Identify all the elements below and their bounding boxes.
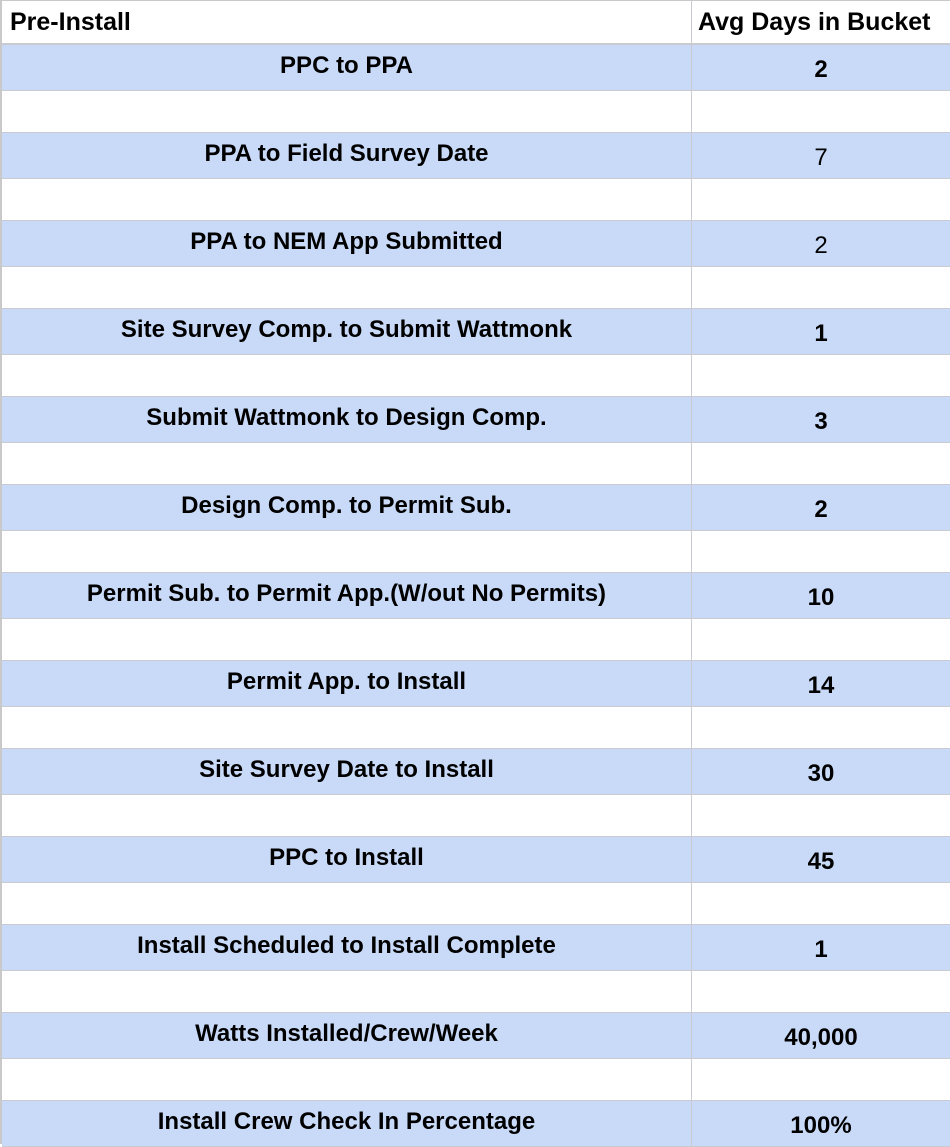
header-cell-avg-days[interactable]: Avg Days in Bucket	[698, 7, 931, 36]
empty-cell[interactable]	[2, 531, 692, 572]
empty-cell[interactable]	[692, 531, 950, 572]
header-row	[2, 1, 950, 45]
empty-cell[interactable]	[692, 443, 950, 484]
metric-value-cell[interactable]: 7	[814, 143, 828, 171]
empty-row	[2, 707, 950, 749]
empty-row	[2, 179, 950, 221]
metric-value-cell[interactable]: 14	[807, 671, 835, 699]
metric-value-cell[interactable]: 40,000	[784, 1023, 858, 1051]
metric-label-cell[interactable]: Permit Sub. to Permit App.(W/out No Permits)	[2, 573, 692, 618]
empty-cell[interactable]	[692, 355, 950, 396]
table-row	[2, 45, 950, 91]
empty-row	[2, 531, 950, 573]
empty-row	[2, 971, 950, 1013]
table-row	[2, 837, 950, 883]
metric-value-cell[interactable]: 1	[814, 935, 828, 963]
empty-cell[interactable]	[692, 267, 950, 308]
metric-label-cell[interactable]: Install Scheduled to Install Complete	[2, 925, 692, 970]
metric-value-cell[interactable]: 3	[814, 407, 828, 435]
metric-label-cell[interactable]: Site Survey Date to Install	[2, 749, 692, 794]
metric-label-cell[interactable]: Site Survey Comp. to Submit Wattmonk	[2, 309, 692, 354]
table-row	[2, 397, 950, 443]
empty-row	[2, 355, 950, 397]
table-row	[2, 749, 950, 795]
metric-label-cell[interactable]: Install Crew Check In Percentage	[2, 1101, 692, 1146]
empty-cell[interactable]	[2, 795, 692, 836]
empty-cell[interactable]	[692, 971, 950, 1012]
empty-row	[2, 267, 950, 309]
metric-label-cell[interactable]: Permit App. to Install	[2, 661, 692, 706]
empty-cell[interactable]	[2, 267, 692, 308]
empty-cell[interactable]	[2, 91, 692, 132]
metric-value-cell[interactable]: 30	[807, 759, 835, 787]
metric-value-cell[interactable]: 10	[807, 583, 835, 611]
metric-label-cell[interactable]: Submit Wattmonk to Design Comp.	[2, 397, 692, 442]
metric-value-cell[interactable]: 1	[814, 319, 828, 347]
metric-value-cell[interactable]: 45	[807, 847, 835, 875]
table-row	[2, 661, 950, 707]
empty-cell[interactable]	[692, 883, 950, 924]
empty-cell[interactable]	[2, 971, 692, 1012]
empty-cell[interactable]	[2, 355, 692, 396]
empty-cell[interactable]	[2, 707, 692, 748]
metric-value-cell[interactable]: 2	[814, 495, 828, 523]
metric-label-cell[interactable]: Design Comp. to Permit Sub.	[2, 485, 692, 530]
empty-cell[interactable]	[692, 795, 950, 836]
table-row	[2, 221, 950, 267]
empty-row	[2, 883, 950, 925]
table-row	[2, 1013, 950, 1059]
empty-cell[interactable]	[692, 91, 950, 132]
table-row	[2, 309, 950, 355]
metric-value-cell[interactable]: 100%	[790, 1111, 852, 1139]
empty-row	[2, 619, 950, 661]
empty-cell[interactable]	[692, 1059, 950, 1100]
empty-cell[interactable]	[692, 179, 950, 220]
empty-cell[interactable]	[2, 443, 692, 484]
empty-cell[interactable]	[692, 619, 950, 660]
header-cell-pre-install[interactable]: Pre-Install	[2, 1, 692, 43]
empty-cell[interactable]	[2, 883, 692, 924]
metric-label-cell[interactable]: PPC to Install	[2, 837, 692, 882]
empty-row	[2, 443, 950, 485]
metric-label-cell[interactable]: PPA to Field Survey Date	[2, 133, 692, 178]
empty-cell[interactable]	[692, 707, 950, 748]
empty-cell[interactable]	[2, 179, 692, 220]
metric-value-cell[interactable]: 2	[814, 55, 828, 83]
empty-cell[interactable]	[2, 619, 692, 660]
empty-row	[2, 91, 950, 133]
empty-row	[2, 795, 950, 837]
metric-label-cell[interactable]: Watts Installed/Crew/Week	[2, 1013, 692, 1058]
table-body	[2, 45, 950, 1147]
table-row	[2, 925, 950, 971]
empty-row	[2, 1059, 950, 1101]
table-row	[2, 133, 950, 179]
metric-label-cell[interactable]: PPC to PPA	[2, 45, 692, 90]
metric-label-cell[interactable]: PPA to NEM App Submitted	[2, 221, 692, 266]
table-row	[2, 1101, 950, 1147]
metric-value-cell[interactable]: 2	[814, 231, 828, 259]
table-row	[2, 573, 950, 619]
empty-cell[interactable]	[2, 1059, 692, 1100]
table-row	[2, 485, 950, 531]
